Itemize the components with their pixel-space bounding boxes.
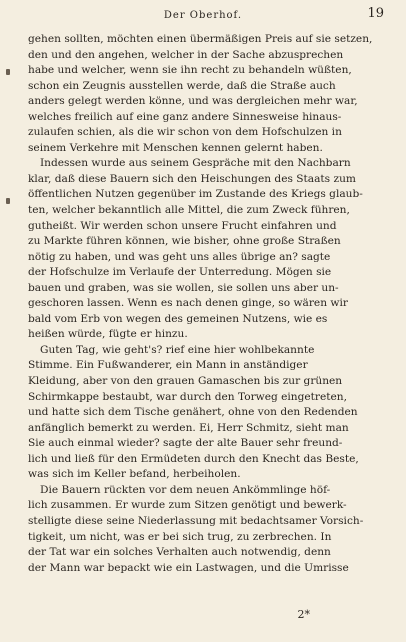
- text-line: der Hofschulze im Verlaufe der Unterredung. Mögen sie: [28, 266, 332, 279]
- text-line: habe und welcher, wenn sie ihn recht zu behandeln wüßten,: [28, 64, 352, 77]
- text-line: lich und ließ für den Ermüdeten durch den Knecht das Beste,: [28, 452, 359, 465]
- text-line: tigkeit, um nicht, was er bei sich trug, zu zerbrechen. In: [28, 530, 332, 543]
- page-number: 19: [367, 6, 384, 21]
- margin-mark: [6, 198, 10, 204]
- text-line: anders gelegt werden könne, und was dergleichen mehr war,: [28, 95, 358, 108]
- text-line: zu Markte führen können, wie bisher, ohne große Straßen: [28, 235, 341, 248]
- text-line: heißen würde, fügte er hinzu.: [28, 328, 188, 341]
- text-line: schon ein Zeugnis ausstellen werde, daß die Straße auch: [28, 79, 336, 92]
- text-line: Kleidung, aber von den grauen Gamaschen bis zur grünen: [28, 375, 343, 388]
- running-title: Der Oberhof.: [163, 10, 243, 21]
- text-line: Die Bauern rückten vor dem neuen Ankömmlinge höf-: [40, 483, 331, 496]
- text-line: und hatte sich dem Tische genähert, ohne von den Redenden: [28, 406, 358, 419]
- text-line: klar, daß diese Bauern sich den Heischungen des Staats zum: [28, 172, 356, 185]
- margin-mark: [6, 69, 10, 75]
- text-line: Stimme. Ein Fußwanderer, ein Mann in anständiger: [28, 359, 308, 372]
- text-line: Sie auch einmal wieder? sagte der alte Bauer sehr freund-: [28, 437, 343, 450]
- signature-mark: 2*: [297, 608, 310, 621]
- text-line: öffentlichen Nutzen gegenüber im Zustande des Kriegs glaub-: [28, 188, 363, 201]
- text-line: Schirmkappe bestaubt, war durch den Torweg eingetreten,: [28, 390, 347, 403]
- text-line: bauen und graben, was sie wollen, sie sollen uns aber un-: [28, 281, 339, 294]
- text-line: stelligte diese seine Niederlassung mit bedachtsamer Vorsich-: [28, 514, 364, 527]
- text-line: ten, welcher bekanntlich alle Mittel, die zum Zweck führen,: [28, 204, 350, 217]
- text-line: anfänglich bemerkt zu werden. Ei, Herr Schmitz, sieht man: [28, 421, 349, 434]
- text-line: gehen sollten, möchten einen übermäßigen Preis auf sie setzen,: [28, 33, 373, 45]
- text-line: zulaufen schien, als die wir schon von dem Hofschulzen in: [28, 126, 342, 139]
- text-line: geschoren lassen. Wenn es nach denen ginge, so wären wir: [28, 297, 348, 310]
- text-line: den und den angehen, welcher in der Sache abzusprechen: [28, 48, 344, 61]
- text-line: lich zusammen. Er wurde zum Sitzen genötigt und bewerk-: [28, 499, 347, 512]
- text-line: seinem Verkehre mit Menschen kennen gelernt haben.: [28, 141, 323, 154]
- text-line: bald vom Erb von wegen des gemeinen Nutzens, wie es: [28, 312, 328, 325]
- text-line: der Tat war ein solches Verhalten auch notwendig, denn: [28, 546, 331, 559]
- body-text: [28, 32, 380, 576]
- text-line: der Mann war bepackt wie ein Lastwagen, und die Umrisse: [28, 561, 349, 574]
- text-line: welches freilich auf eine ganz andere Sinnesweise hinaus-: [28, 110, 342, 123]
- text-line: Indessen wurde aus seinem Gespräche mit den Nachbarn: [40, 157, 351, 170]
- text-line: nötig zu haben, und was geht uns alles übrige an? sagte: [28, 250, 331, 263]
- text-line: Guten Tag, wie geht's? rief eine hier wohlbekannte: [40, 343, 315, 356]
- text-line: gutheißt. Wir werden schon unsere Frucht einfahren und: [28, 219, 337, 232]
- text-line: was sich im Keller befand, herbeiholen.: [28, 468, 241, 481]
